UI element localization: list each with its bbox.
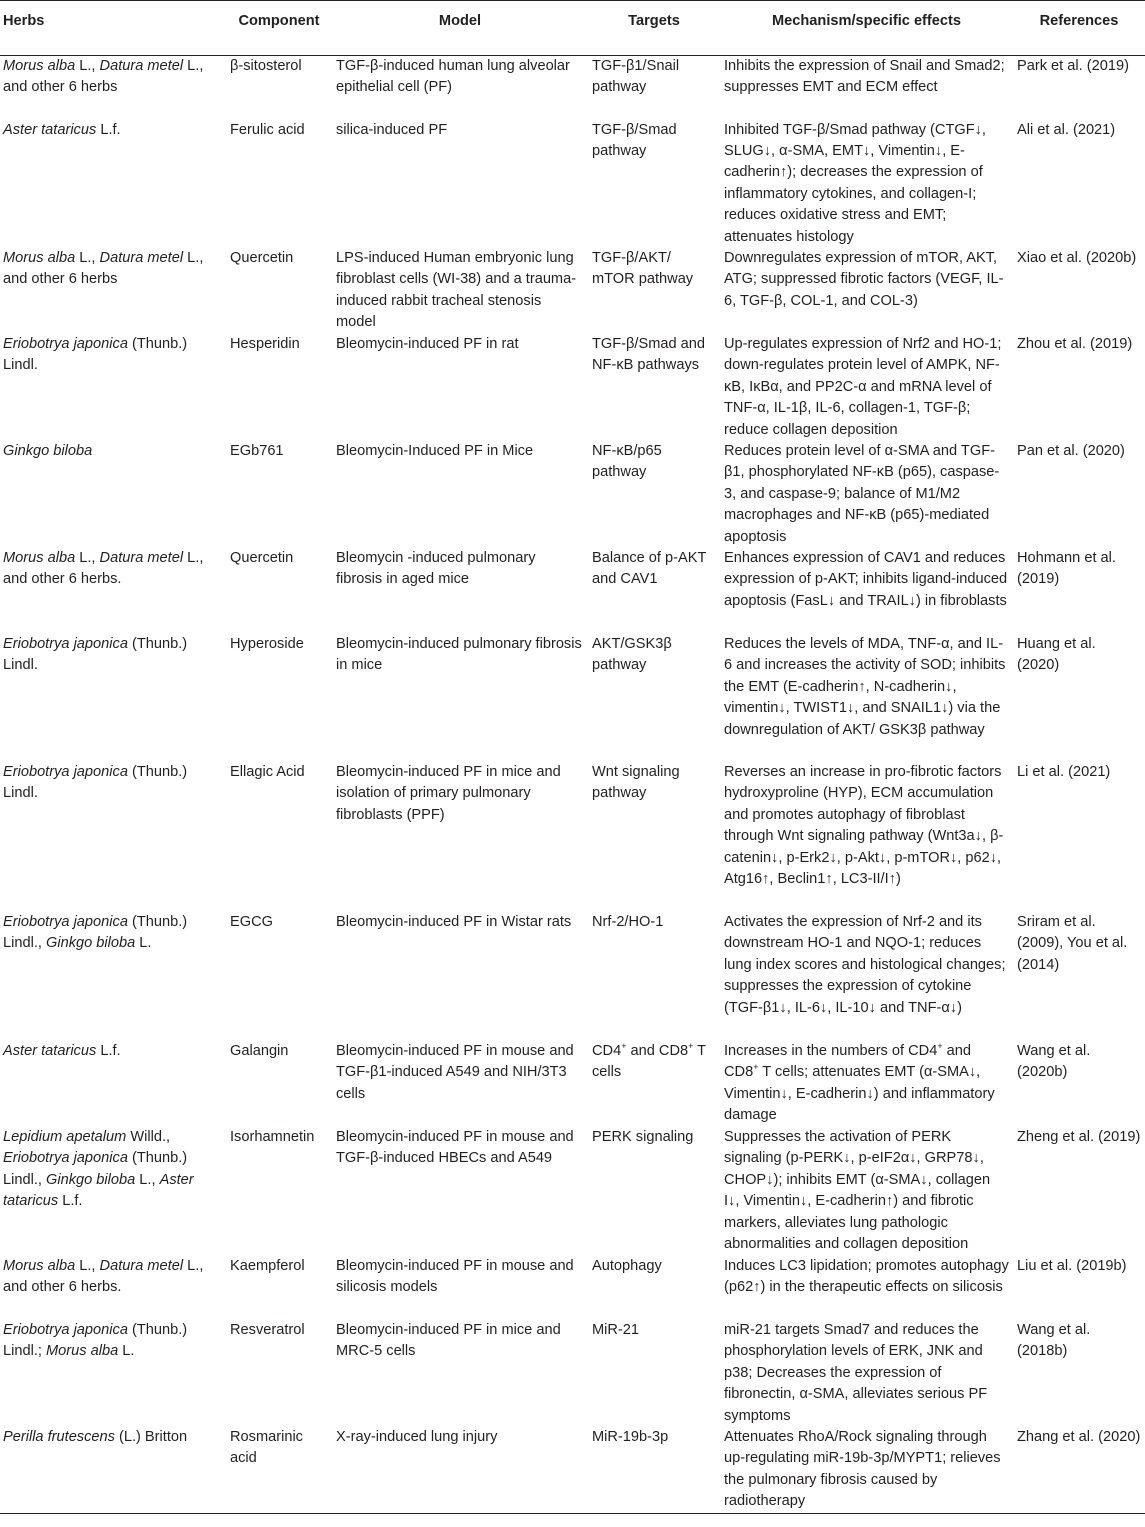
cell-targets: Balance of p-AKT and CAV1 [592, 550, 707, 588]
cell-model: X-ray-induced lung injury [332, 1427, 588, 1513]
cell-model: silica-induced PF [336, 121, 448, 138]
cell-herbs: Morus alba L., Datura metel L., and other 6 herbs. [3, 550, 204, 588]
cell-model: LPS-induced Human embryonic lung fibroblast cells (WI-38) and a trauma-induced rabbit tracheal stenosis model [336, 249, 577, 331]
header-targets: Targets [588, 1, 720, 56]
cell-model: TGF-β-induced human lung alveolar epithelial cell (PF) [336, 58, 570, 96]
cell-herbs: Aster tataricus L.f. [3, 1043, 121, 1059]
cell-references: Huang et al. (2020) [1017, 636, 1096, 674]
cell-targets: TGF-β/Smad pathway [592, 121, 677, 159]
cell-references: Ali et al. (2021) [1017, 121, 1116, 138]
table-row [0, 56, 1145, 120]
cell-mechanism: Reduces the levels of MDA, TNF-α, and IL-6 and increases the activity of SOD; inhibits the EMT (E-cadherin↑, N-cadherin↓, vimentin↓, TWIST1↓, and SNAIL1↓) via the downregulation of AKT/ GSK3β pathway [724, 636, 1006, 738]
cell-model: Bleomycin-induced PF in rat [336, 335, 519, 352]
cell-herbs: Lepidium apetalum Willd., Eriobotrya japonica (Thunb.) Lindl., Ginkgo biloba L., Aster tataricus L.f. [3, 1129, 194, 1210]
cell-targets: Autophagy [592, 1258, 662, 1274]
cell-component: Quercetin [230, 249, 294, 266]
cell-targets: Nrf-2/HO-1 [592, 914, 664, 930]
cell-component: Quercetin [230, 550, 294, 566]
table-row [0, 248, 1145, 334]
cell-model: Bleomycin-Induced PF in Mice [336, 442, 534, 459]
header-references: References [1013, 1, 1145, 56]
cell-component: Rosmarinic acid [226, 1427, 332, 1513]
cell-mechanism: Reverses an increase in pro-fibrotic factors hydroxyproline (HYP), ECM accumulation and promotes autophagy of fibroblast through Wnt signaling pathway (Wnt3a↓, β-catenin↓, p-Erk2↓, p-Akt↓, p-mTOR↓, p62↓, Atg16↑, Beclin1↑, LC3-II/I↑) [724, 764, 1004, 888]
header-herbs: Herbs [0, 1, 226, 56]
cell-herbs: Morus alba L., Datura metel L., and other 6 herbs. [3, 1258, 204, 1296]
cell-model: Bleomycin-induced pulmonary fibrosis in mice [336, 636, 582, 674]
cell-mechanism: Enhances expression of CAV1 and reduces expression of p-AKT; inhibits ligand-induced apoptosis (FasL↓ and TRAIL↓) in fibroblasts [724, 550, 1008, 609]
table-row [0, 1256, 1145, 1320]
cell-targets: TGF-β/AKT/ mTOR pathway [592, 249, 694, 288]
cell-component: Hyperoside [230, 636, 304, 652]
cell-targets: TGF-β1/Snail pathway [592, 58, 680, 96]
cell-model: Bleomycin-induced PF in Wistar rats [336, 914, 572, 930]
table-row [0, 120, 1145, 248]
cell-targets: MiR-21 [592, 1322, 640, 1338]
cell-targets: MiR-19b-3p [588, 1427, 720, 1513]
cell-herbs: Eriobotrya japonica (Thunb.) Lindl.; Morus alba L. [3, 1322, 188, 1360]
cell-mechanism: Induces LC3 lipidation; promotes autophagy (p62↑) in the therapeutic effects on silicosis [724, 1258, 1009, 1296]
cell-mechanism: miR-21 targets Smad7 and reduces the phosphorylation levels of ERK, JNK and p38; Decreases the expression of fibronectin, α-SMA, alleviates serious PF symptoms [724, 1322, 988, 1424]
cell-references: Zhou et al. (2019) [1017, 335, 1133, 352]
cell-component: EGb761 [230, 442, 284, 459]
cell-targets: Wnt signaling pathway [592, 764, 680, 802]
table-row [0, 1041, 1145, 1127]
cell-component: β-sitosterol [230, 58, 302, 74]
cell-mechanism: Activates the expression of Nrf-2 and its downstream HO-1 and NQO-1; reduces lung index scores and histological changes; suppresses the expression of cytokine (TGF-β1↓, IL-6↓, IL-10↓ and TNF-α↓) [724, 914, 1006, 1016]
table-row [0, 334, 1145, 441]
cell-references: Zheng et al. (2019) [1017, 1129, 1141, 1145]
cell-herbs: Eriobotrya japonica (Thunb.) Lindl. [3, 764, 188, 802]
cell-references: Liu et al. (2019b) [1017, 1258, 1127, 1274]
cell-targets: AKT/GSK3β pathway [592, 636, 672, 674]
header-model: Model [332, 1, 588, 56]
cell-component: Isorhamnetin [230, 1129, 315, 1145]
cell-herbs: Ginkgo biloba [3, 442, 93, 459]
cell-references: Zhang et al. (2020) [1013, 1427, 1145, 1513]
cell-references: Xiao et al. (2020b) [1017, 249, 1137, 266]
header-component: Component [226, 1, 332, 56]
cell-references: Wang et al. (2020b) [1017, 1043, 1091, 1081]
cell-component: EGCG [230, 914, 273, 930]
cell-mechanism: Suppresses the activation of PERK signaling (p-PERK↓, p-eIF2α↓, GRP78↓, CHOP↓); inhibits EMT (α-SMA↓, collagen I↓, Vimentin↓, E-cadherin↑) and fibrotic markers, alleviates lung pathologic abnormalities and collagen deposition [724, 1129, 991, 1253]
table-row [0, 1320, 1145, 1427]
cell-mechanism: Inhibits the expression of Snail and Smad2; suppresses EMT and ECM effect [724, 58, 1005, 96]
cell-component: Kaempferol [230, 1258, 305, 1274]
cell-model: Bleomycin-induced PF in mouse and silicosis models [336, 1258, 574, 1296]
cell-references: Li et al. (2021) [1017, 764, 1111, 780]
cell-model: Bleomycin-induced PF in mice and MRC-5 cells [336, 1322, 561, 1360]
cell-model: Bleomycin -induced pulmonary fibrosis in aged mice [336, 550, 536, 588]
cell-component: Ellagic Acid [230, 764, 305, 780]
cell-component: Galangin [230, 1043, 289, 1059]
table-row [0, 912, 1145, 1041]
cell-targets: TGF-β/Smad and NF-κB pathways [592, 335, 706, 374]
cell-mechanism: Up-regulates expression of Nrf2 and HO-1; down-regulates protein level of AMPK, NF-κB, IκBα, and PP2C-α and mRNA level of TNF-α, IL-1β, IL-6, collagen-1, TGF-β; reduce collagen deposition [724, 335, 1002, 438]
cell-mechanism: Attenuates RhoA/Rock signaling through up-regulating miR-19b-3p/MYPT1; relieves the pulmonary fibrosis caused by radiotherapy [720, 1427, 1013, 1513]
cell-model: Bleomycin-induced PF in mice and isolation of primary pulmonary fibroblasts (PPF) [336, 764, 561, 823]
table-row [0, 548, 1145, 634]
cell-herbs: Morus alba L., Datura metel L., and other 6 herbs [3, 249, 204, 288]
cell-targets: CD4+ and CD8+ T cells [592, 1041, 706, 1081]
cell-targets: NF-κB/p65 pathway [592, 442, 662, 481]
cell-herbs: Aster tataricus L.f. [3, 121, 121, 138]
cell-herbs: Eriobotrya japonica (Thunb.) Lindl. [3, 335, 188, 374]
cell-targets: PERK signaling [592, 1129, 694, 1145]
cell-references: Park et al. (2019) [1017, 58, 1129, 74]
cell-model: Bleomycin-induced PF in mouse and TGF-β1-induced A549 and NIH/3T3 cells [336, 1043, 574, 1102]
table-row [0, 762, 1145, 912]
cell-component: Resveratrol [230, 1322, 305, 1338]
header-row [0, 1, 1145, 56]
cell-references: Pan et al. (2020) [1017, 442, 1125, 459]
header-mechanism: Mechanism/specific effects [720, 1, 1013, 56]
cell-references: Wang et al. (2018b) [1017, 1322, 1091, 1360]
cell-herbs: Eriobotrya japonica (Thunb.) Lindl. [3, 636, 188, 674]
cell-model: Bleomycin-induced PF in mouse and TGF-β-induced HBECs and A549 [336, 1129, 574, 1167]
cell-mechanism: Increases in the numbers of CD4+ and CD8+ T cells; attenuates EMT (α-SMA↓, Vimentin↓, E-cadherin↓) and inflammatory damage [724, 1041, 995, 1124]
table-row [0, 634, 1145, 762]
cell-mechanism: Inhibited TGF-β/Smad pathway (CTGF↓, SLUG↓, α-SMA, EMT↓, Vimentin↓, E-cadherin↑); decreases the expression of inflammatory cytokines, and collagen-I; reduces oxidative stress and EMT; attenuates histology [724, 121, 986, 245]
table-row [0, 1427, 1145, 1513]
cell-mechanism: Reduces protein level of α-SMA and TGF-β1, phosphorylated NF-κB (p65), caspase-3, and caspase-9; balance of M1/M2 macrophages and NF-κB (p65)-mediated apoptosis [724, 442, 1000, 545]
cell-references: Hohmann et al. (2019) [1017, 550, 1116, 588]
cell-component: Ferulic acid [230, 121, 305, 138]
table-row [0, 441, 1145, 548]
cell-mechanism: Downregulates expression of mTOR, AKT, ATG; suppressed fibrotic factors (VEGF, IL-6, TGF-β, COL-1, and COL-3) [724, 249, 1004, 309]
cell-herbs: Perilla frutescens (L.) Britton [0, 1427, 226, 1513]
cell-herbs: Morus alba L., Datura metel L., and other 6 herbs [3, 58, 204, 96]
cell-component: Hesperidin [230, 335, 300, 352]
cell-references: Sriram et al. (2009), You et al. (2014) [1017, 914, 1128, 973]
table-row [0, 1127, 1145, 1256]
cell-herbs: Eriobotrya japonica (Thunb.) Lindl., Ginkgo biloba L. [3, 914, 188, 952]
